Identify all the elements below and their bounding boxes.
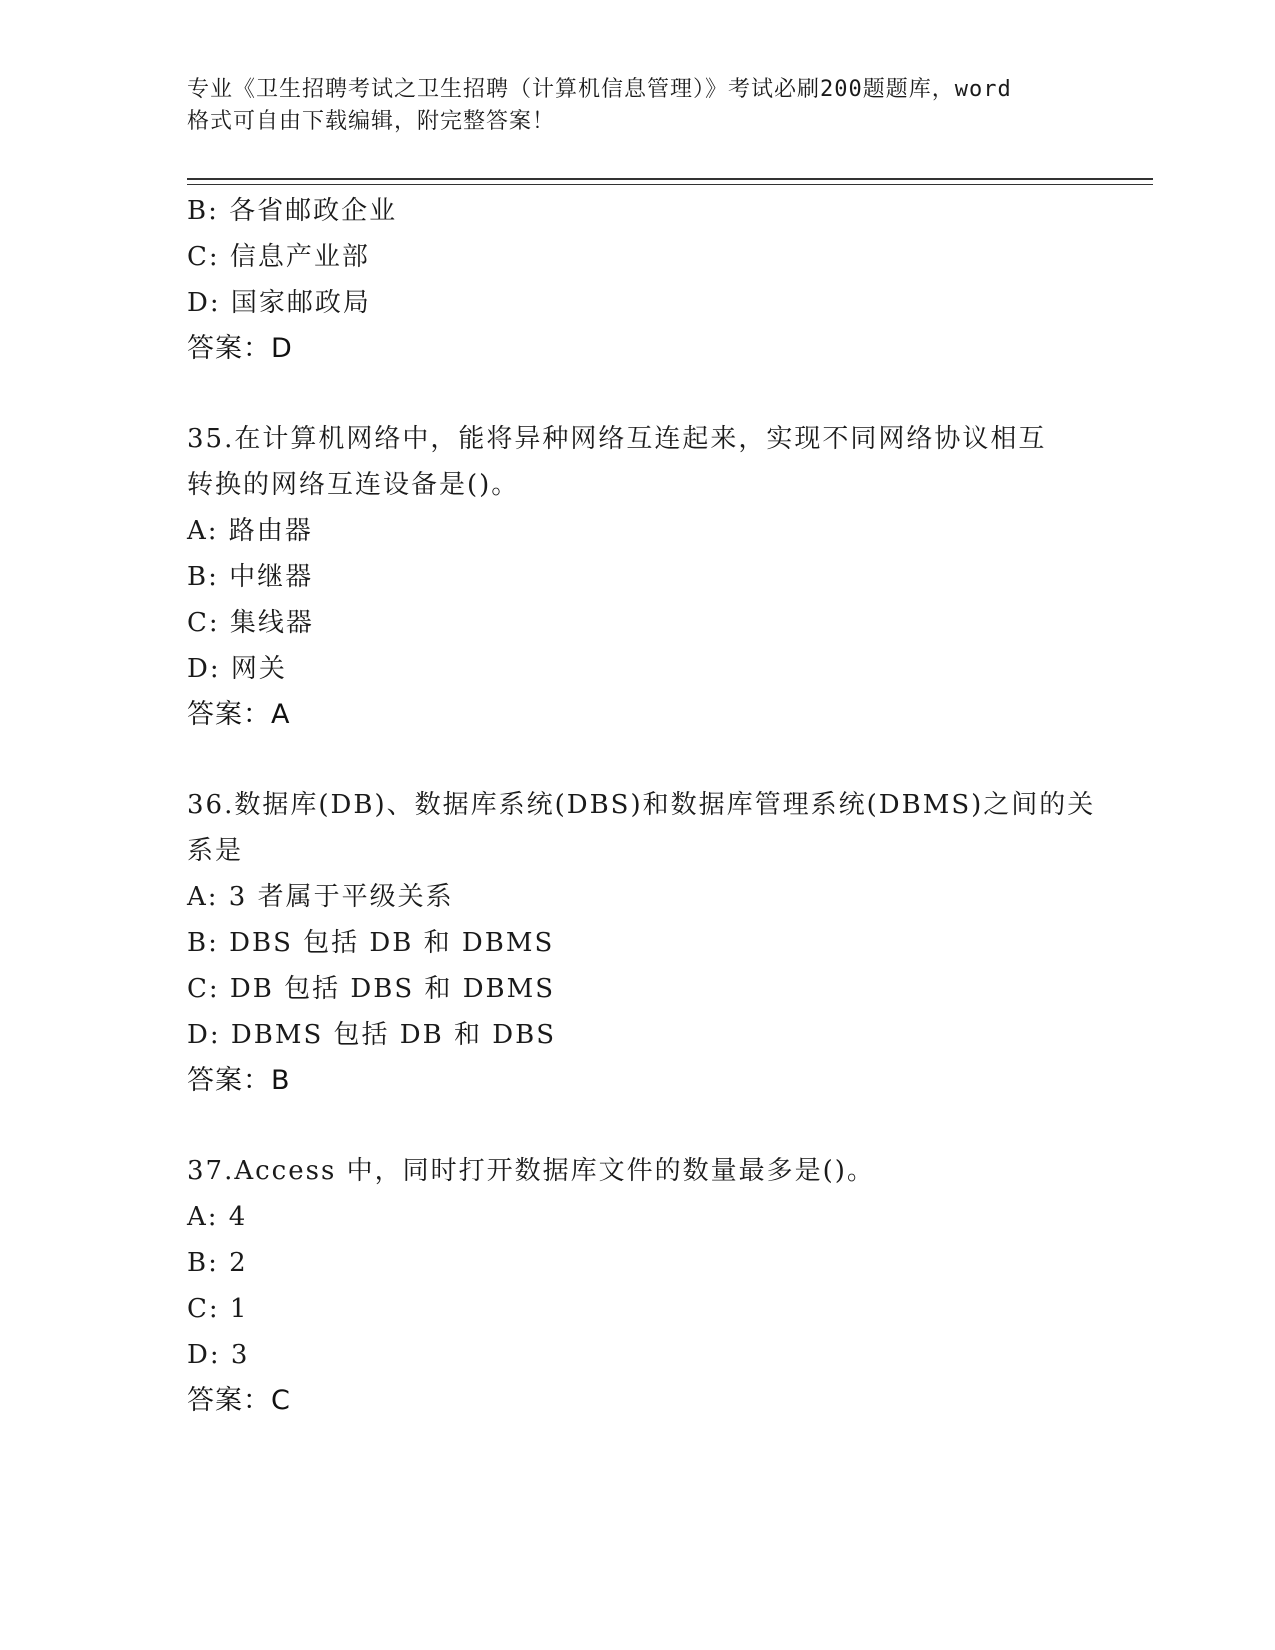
header-line-1: 专业《卫生招聘考试之卫生招聘（计算机信息管理）》考试必刷200题题库，word bbox=[187, 77, 1012, 102]
option-d: D: 国家邮政局 bbox=[187, 288, 371, 318]
option-d: D: DBMS 包括 DB 和 DBS bbox=[187, 1020, 557, 1050]
answer-line: 答案：A bbox=[187, 699, 291, 730]
question-text-line: 转换的网络互连设备是()。 bbox=[187, 470, 520, 500]
option-c: C: DB 包括 DBS 和 DBMS bbox=[187, 974, 556, 1004]
option-b: B: 各省邮政企业 bbox=[187, 196, 398, 226]
option-a: A: 3 者属于平级关系 bbox=[187, 882, 454, 912]
answer-line: 答案：D bbox=[187, 333, 293, 364]
answer-line: 答案：C bbox=[187, 1385, 291, 1416]
question-34-tail bbox=[187, 188, 1087, 372]
option-b: B: 2 bbox=[187, 1248, 248, 1278]
option-a: A: 路由器 bbox=[187, 516, 313, 546]
question-text-line: 37.Access 中，同时打开数据库文件的数量最多是()。 bbox=[187, 1156, 875, 1186]
question-text-line: 36.数据库(DB)、数据库系统(DBS)和数据库管理系统(DBMS)之间的关 bbox=[187, 790, 1096, 820]
header-line-2: 格式可自由下载编辑，附完整答案！ bbox=[187, 109, 556, 134]
document-body bbox=[187, 188, 1096, 1424]
answer-line: 答案：B bbox=[187, 1065, 291, 1096]
option-b: B: DBS 包括 DB 和 DBMS bbox=[187, 928, 555, 958]
document-header bbox=[187, 74, 1087, 138]
option-d: D: 网关 bbox=[187, 654, 287, 684]
option-c: C: 1 bbox=[187, 1294, 249, 1324]
option-b: B: 中继器 bbox=[187, 562, 314, 592]
header-rule-thin bbox=[187, 184, 1153, 185]
option-c: C: 信息产业部 bbox=[187, 242, 370, 272]
option-d: D: 3 bbox=[187, 1340, 250, 1370]
question-text-line: 35.在计算机网络中，能将异种网络互连起来，实现不同网络协议相互 bbox=[187, 424, 1047, 454]
header-rule-thick bbox=[187, 178, 1153, 180]
question-36 bbox=[187, 782, 1096, 1104]
question-text-line: 系是 bbox=[187, 836, 244, 866]
option-c: C: 集线器 bbox=[187, 608, 314, 638]
question-35 bbox=[187, 416, 1087, 738]
question-37 bbox=[187, 1148, 1087, 1424]
option-a: A: 4 bbox=[187, 1202, 248, 1232]
